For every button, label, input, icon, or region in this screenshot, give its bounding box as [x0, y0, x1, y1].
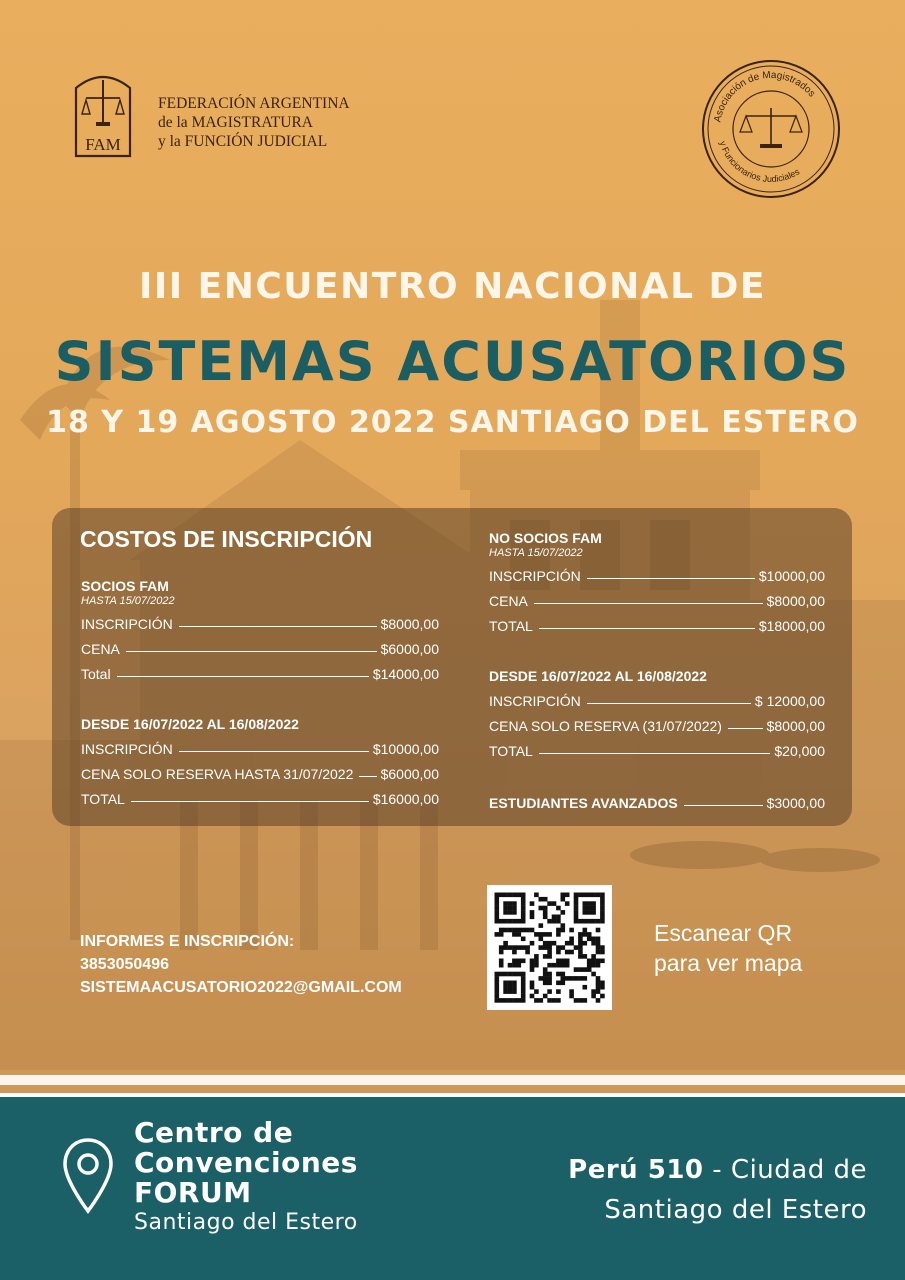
costs-socios-section: [81, 578, 439, 682]
venue-line: Centro de: [134, 1116, 294, 1149]
cost-label: TOTAL: [81, 791, 125, 807]
venue-name: [134, 1118, 358, 1238]
cost-row: [81, 782, 439, 807]
event-dates-location: 18 Y 19 AGOSTO 2022 SANTIAGO DEL ESTERO: [46, 405, 859, 440]
cost-value: $20,000: [774, 743, 825, 759]
address-province: Santiago del Estero: [604, 1195, 867, 1225]
address-city: - Ciudad de: [703, 1155, 867, 1185]
contact-heading: INFORMES E INSCRIPCIÓN:: [80, 933, 295, 950]
leader-line: [131, 800, 369, 802]
map-qr-code[interactable]: [487, 885, 612, 1010]
leader-line: [587, 702, 751, 704]
leader-line: [684, 804, 763, 806]
cost-row: [489, 684, 825, 709]
contact-email[interactable]: SISTEMAACUSATORIO2022@GMAIL.COM: [80, 979, 402, 996]
section-title: DESDE 16/07/2022 AL 16/08/2022: [489, 668, 707, 684]
leader-line: [728, 727, 763, 729]
event-title-main: SISTEMAS ACUSATORIOS: [54, 330, 851, 393]
cost-label: INSCRIPCIÓN: [81, 741, 173, 757]
cost-row: [81, 632, 439, 657]
contact-info: [80, 930, 402, 999]
cost-label: INSCRIPCIÓN: [489, 693, 581, 709]
venue-line: Convenciones: [134, 1146, 358, 1179]
fam-name-line: de la MAGISTRATURA: [158, 114, 313, 131]
cost-value: $10000,00: [372, 741, 439, 757]
leader-line: [534, 602, 763, 604]
contact-phone[interactable]: 3853050496: [80, 956, 169, 973]
cost-label: INSCRIPCIÓN: [81, 616, 173, 632]
fam-logo-text: FAM: [85, 135, 121, 154]
cost-value: $14000,00: [372, 666, 439, 682]
cost-row: [489, 709, 825, 734]
cost-row: [81, 732, 439, 757]
cost-value: $8000,00: [766, 718, 825, 734]
cost-row: [489, 786, 825, 811]
venue-address: [568, 1150, 867, 1230]
leader-line: [539, 752, 771, 754]
cost-value: $ 12000,00: [754, 693, 825, 709]
section-subtitle: HASTA 15/07/2022: [81, 595, 175, 607]
leader-line: [359, 775, 376, 777]
cost-value: $6000,00: [380, 766, 439, 782]
leader-line: [539, 627, 755, 629]
venue-line: FORUM: [134, 1176, 252, 1209]
cost-value: $18000,00: [758, 618, 825, 634]
fam-name: [158, 94, 350, 151]
section-title: DESDE 16/07/2022 AL 16/08/2022: [81, 716, 299, 732]
cost-value: $10000,00: [758, 568, 825, 584]
cost-label: CENA SOLO RESERVA (31/07/2022): [489, 718, 722, 734]
leader-line: [117, 675, 369, 677]
leader-line: [179, 750, 369, 752]
fam-name-line: FEDERACIÓN ARGENTINA: [158, 95, 350, 112]
divider-stripe: [0, 1075, 905, 1085]
association-seal-logo: [700, 58, 842, 200]
cost-label: INSCRIPCIÓN: [489, 568, 581, 584]
qr-caption-line: Escanear QR: [654, 920, 793, 946]
svg-text:Asociación de Magistrados: Asociación de Magistrados: [712, 69, 818, 124]
cost-label: CENA: [489, 593, 528, 609]
cost-value: $6000,00: [380, 641, 439, 657]
cost-row: [81, 657, 439, 682]
section-title: SOCIOS FAM: [81, 578, 169, 594]
leader-line: [179, 625, 377, 627]
cost-row: [489, 584, 825, 609]
costs-no-socios-section: [489, 530, 825, 634]
cost-row: [81, 607, 439, 632]
cost-label: CENA: [81, 641, 120, 657]
costs-socios-late-section: [81, 716, 439, 807]
cost-value: $8000,00: [766, 593, 825, 609]
cost-value: $16000,00: [372, 791, 439, 807]
location-pin-icon: [62, 1137, 114, 1215]
section-subtitle: HASTA 15/07/2022: [489, 547, 583, 559]
cost-label: ESTUDIANTES AVANZADOS: [489, 795, 678, 811]
leader-line: [587, 577, 755, 579]
fam-logo: [72, 70, 134, 160]
cost-label: TOTAL: [489, 618, 533, 634]
address-street: Perú 510: [568, 1155, 704, 1185]
costs-heading: COSTOS DE INSCRIPCIÓN: [80, 526, 373, 552]
leader-line: [126, 650, 377, 652]
qr-caption: [654, 918, 802, 978]
cost-row: [489, 559, 825, 584]
section-title: NO SOCIOS FAM: [489, 530, 602, 546]
costs-students-section: [489, 786, 825, 811]
fam-name-line: y la FUNCIÓN JUDICIAL: [158, 133, 328, 150]
svg-text:y Funcionarios Judiciales: y Funcionarios Judiciales: [717, 139, 802, 185]
cost-row: [489, 734, 825, 759]
cost-value: $3000,00: [766, 795, 825, 811]
costs-no-socios-late-section: [489, 668, 825, 759]
qr-caption-line: para ver mapa: [654, 950, 803, 976]
cost-row: [81, 757, 439, 782]
cost-label: CENA SOLO RESERVA HASTA 31/07/2022: [81, 766, 354, 782]
cost-row: [489, 609, 825, 634]
event-title-line-1: III ENCUENTRO NACIONAL DE: [138, 266, 767, 307]
cost-value: $8000,00: [380, 616, 439, 632]
cost-label: Total: [81, 666, 111, 682]
venue-city: Santiago del Estero: [134, 1210, 358, 1235]
cost-label: TOTAL: [489, 743, 533, 759]
